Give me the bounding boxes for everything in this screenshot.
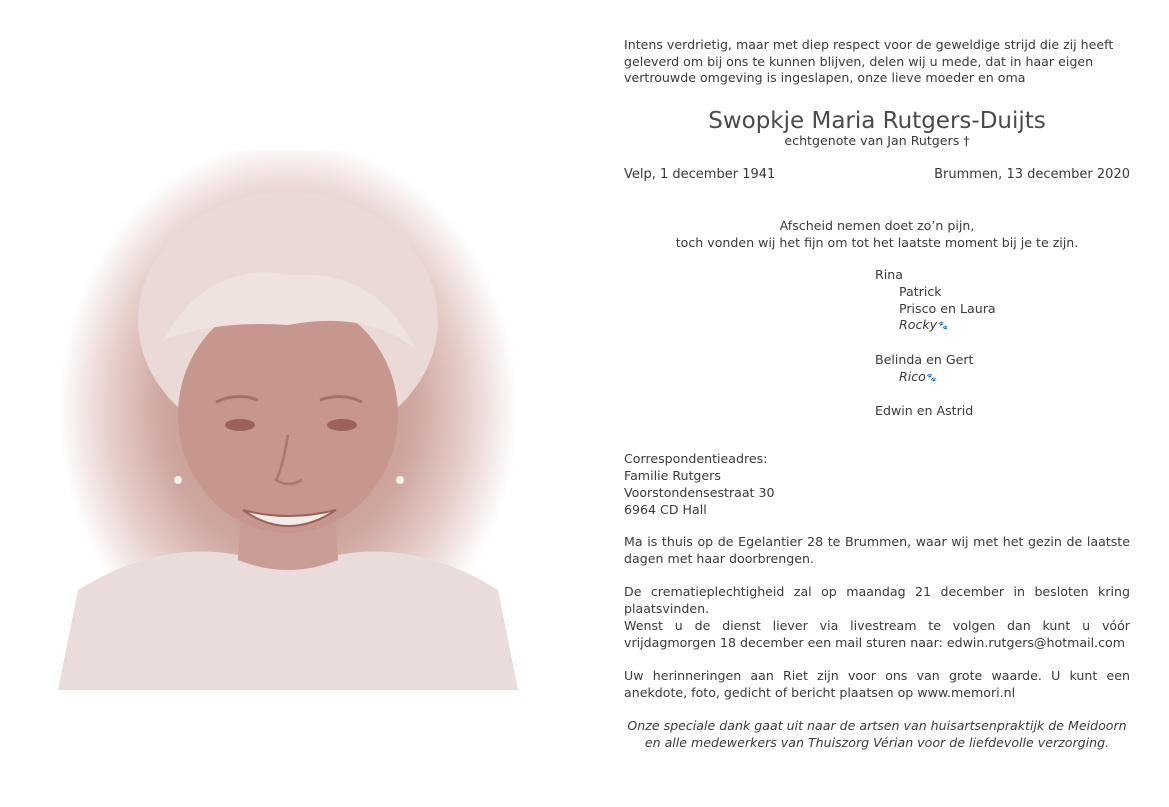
livestream-paragraph: Wenst u de dienst liever via livestream te volgen dan kunt u vóór vrijdagmorgen 18 december een mail sturen naar: edwin.rutgers@hotmail.com — [624, 618, 1130, 650]
address-heading: Correspondentieadres: — [624, 451, 768, 466]
paw-print-icon: 🐾 — [938, 321, 949, 331]
family-pet — [875, 369, 996, 387]
poem-line: toch vonden wij het fijn om tot het laatste moment bij je te zijn. — [675, 235, 1079, 250]
spouse-line: echtgenote van Jan Rutgers † — [784, 133, 970, 148]
paw-print-icon: 🐾 — [926, 372, 937, 382]
address-line: 6964 CD Hall — [624, 502, 707, 517]
portrait-photo — [38, 150, 538, 690]
correspondence-address — [624, 450, 775, 518]
thanks-paragraph: Onze speciale dank gaat uit naar de artsen van huisartsenpraktijk de Meidoorn en alle medewerkers van Thuiszorg Vérian voor de liefdevolle verzorging. — [627, 718, 1127, 750]
address-line: Familie Rutgers — [624, 468, 721, 483]
family-member: Edwin en Astrid — [875, 403, 974, 419]
birth-date: Velp, 1 december 1941 — [624, 167, 776, 182]
address-line: Voorstondensestraat 30 — [624, 485, 775, 500]
intro-text: Intens verdrietig, maar met diep respect voor de geweldige strijd die zij heeft geleverd om bij ons te kunnen blijven, delen wij u mede, dat in haar eigen vertrouwde omgeving is ingeslapen, onze lieve moeder en oma — [624, 37, 1114, 85]
family-list — [875, 267, 996, 420]
memories-paragraph: Uw herinneringen aan Riet zijn voor ons van grote waarde. U kunt een anekdote, foto, gedicht of bericht plaatsen op www.memori.nl — [624, 668, 1130, 700]
family-member: Rina — [875, 267, 903, 282]
ceremony-paragraph: De crematieplechtigheid zal op maandag 21 december in besloten kring plaatsvinden. — [624, 584, 1130, 616]
family-member: Belinda en Gert — [875, 351, 974, 367]
pet-name: Rocky — [899, 317, 938, 333]
deceased-name: Swopkje Maria Rutgers-Duijts — [708, 108, 1046, 134]
dates-row — [624, 167, 1130, 182]
family-member: Patrick — [899, 283, 942, 299]
family-pet — [875, 317, 996, 335]
death-date: Brummen, 13 december 2020 — [934, 167, 1130, 182]
pet-name: Rico — [899, 368, 926, 384]
family-member: Prisco en Laura — [899, 300, 996, 316]
poem — [624, 217, 1130, 251]
portrait-illustration — [38, 150, 538, 690]
home-paragraph: Ma is thuis op de Egelantier 28 te Brummen, waar wij met het gezin de laatste dagen met haar doorbrengen. — [624, 534, 1130, 566]
poem-line: Afscheid nemen doet zo’n pijn, — [779, 218, 975, 233]
